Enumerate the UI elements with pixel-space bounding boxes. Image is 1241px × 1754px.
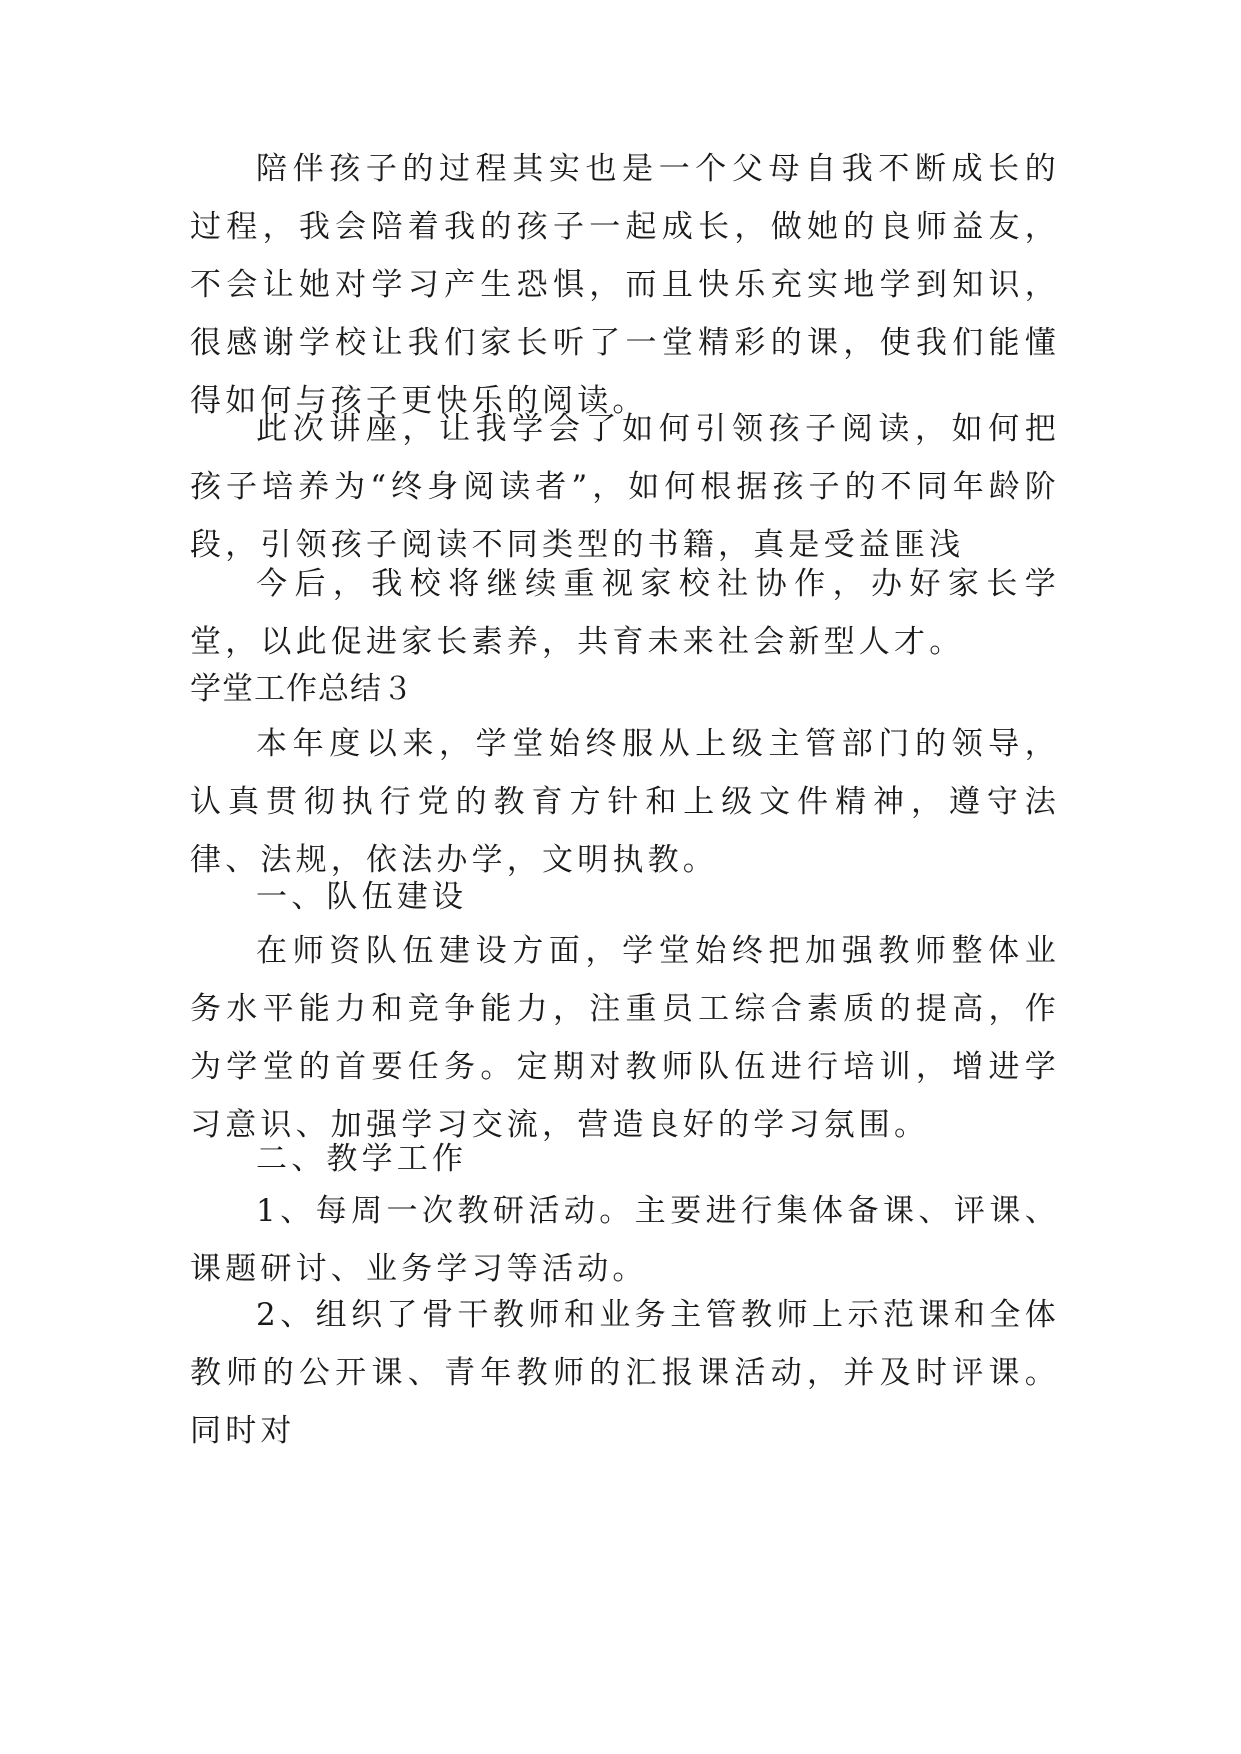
paragraph: 在师资队伍建设方面，学堂始终把加强教师整体业务水平能力和竞争能力，注重员工综合素质的提高，作为学堂的首要任务。定期对教师队伍进行培训，增进学习意识、加强学习交流，营造良好的学习氛围。: [190, 933, 1060, 1143]
paragraph: 1、每周一次教研活动。主要进行集体备课、评课、课题研讨、业务学习等活动。: [190, 1193, 1060, 1287]
paragraph: 本年度以来，学堂始终服从上级主管部门的领导，认真贯彻执行党的教育方针和上级文件精神，遵守法律、法规，依法办学，文明执教。: [190, 726, 1060, 878]
paragraph: 今后，我校将继续重视家校社协作，办好家长学堂，以此促进家长素养，共育未来社会新型人才。: [190, 566, 1060, 660]
section-title: 学堂工作总结３: [190, 671, 414, 707]
paragraph: 2、组织了骨干教师和业务主管教师上示范课和全体教师的公开课、青年教师的汇报课活动，并及时评课。同时对: [190, 1297, 1060, 1449]
subheading: 二、教学工作: [256, 1141, 468, 1177]
paragraph: 陪伴孩子的过程其实也是一个父母自我不断成长的过程，我会陪着我的孩子一起成长，做她的良师益友，不会让她对学习产生恐惧，而且快乐充实地学到知识，很感谢学校让我们家长听了一堂精彩的课，使我们能懂得如何与孩子更快乐的阅读。: [190, 151, 1060, 419]
subheading: 一、队伍建设: [256, 879, 468, 915]
paragraph: 此次讲座，让我学会了如何引领孩子阅读，如何把孩子培养为“终身阅读者”，如何根据孩子的不同年龄阶段，引领孩子阅读不同类型的书籍，真是受益匪浅: [190, 411, 1060, 563]
